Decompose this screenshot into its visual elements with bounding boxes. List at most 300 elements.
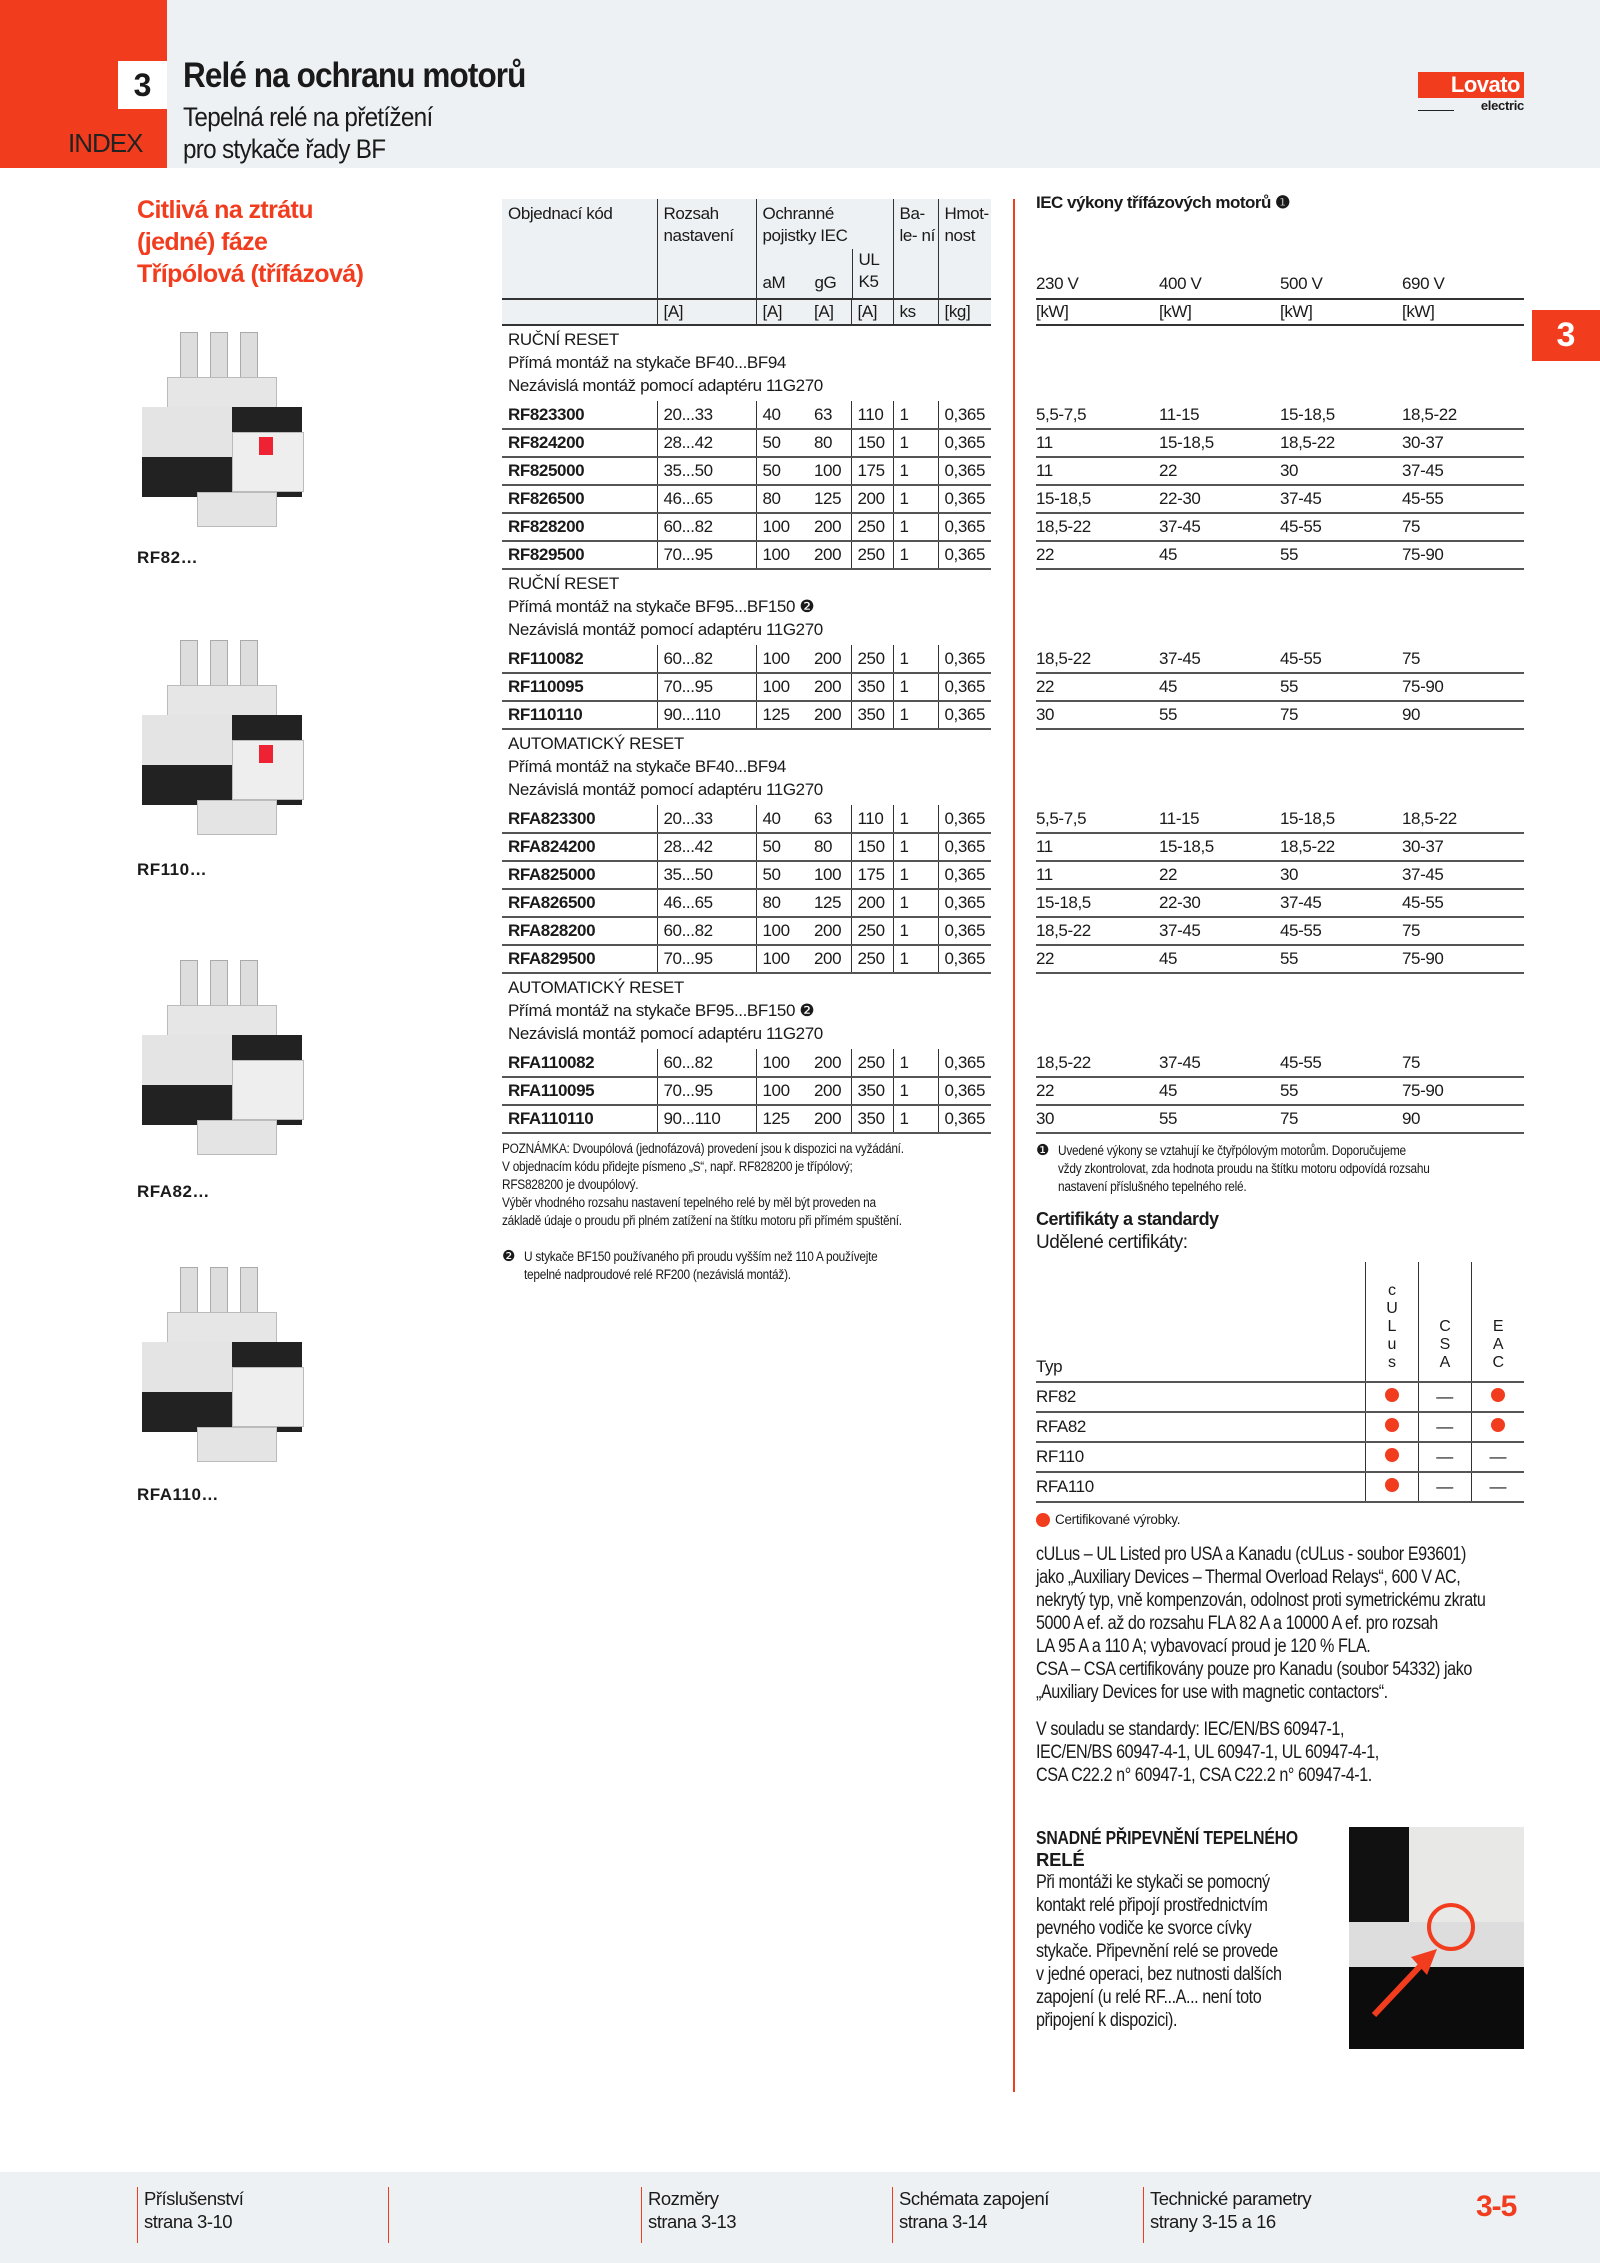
section-header [502,569,991,645]
order-code[interactable]: RFA110082 [502,1049,657,1077]
header-am: aM [762,273,786,292]
power-kw: 15-18,5 [1159,833,1280,861]
feature-heading [137,194,363,290]
product-image [137,960,322,1160]
unit-range: [A] [657,299,756,325]
cert-cell [1418,1412,1471,1442]
power-kw: 22-30 [1159,485,1280,513]
pack-qty: 1 [893,833,938,861]
power-kw: 30-37 [1402,833,1524,861]
power-kw: 22 [1159,457,1280,485]
fuse-ul: 175 [851,457,893,485]
header-fuses-label: Ochranné pojistky IEC [762,204,848,245]
footer-link-page: strana 3-14 [899,2211,988,2232]
footer-link-title: Rozměry [648,2188,719,2209]
setting-range: 28...42 [657,429,756,457]
fuse-ul: 200 [851,485,893,513]
table-row [502,673,991,701]
certified-dot-icon [1491,1418,1505,1432]
header-ul: UL K5 [852,249,894,298]
not-certified-dash: — [1489,1447,1507,1466]
order-code[interactable]: RF823300 [502,401,657,429]
unit-weight: [kg] [938,299,991,325]
pack-qty: 1 [893,541,938,569]
fuse-am: 100 [756,945,808,973]
certified-dot-icon [1036,1513,1050,1527]
section-line: Přímá montáž na stykače BF40...BF94 [508,757,786,776]
power-kw: 5,5-7,5 [1036,805,1159,833]
section-header [502,325,991,401]
header-range: Rozsah nastavení [657,199,756,299]
order-code[interactable]: RF825000 [502,457,657,485]
power-kw: 15-18,5 [1159,429,1280,457]
weight: 0,365 [938,429,991,457]
power-kw: 18,5-22 [1036,645,1159,673]
cert-cell [1365,1472,1418,1502]
fuse-gg: 125 [808,889,851,917]
cert-cell [1418,1472,1471,1502]
power-kw: 45-55 [1280,513,1402,541]
spacer [1036,569,1524,645]
text-line: stykače. Připevnění relé se provede [1036,1941,1278,1962]
fuse-am: 100 [756,645,808,673]
power-kw: 75 [1280,1105,1402,1133]
cert-cell [1471,1472,1524,1502]
pack-qty: 1 [893,861,938,889]
certs-subheading: Udělené certifikáty: [1036,1232,1188,1253]
power-kw: 45-55 [1280,1049,1402,1077]
weight: 0,365 [938,833,991,861]
certs-heading: Certifikáty a standardy [1036,1209,1219,1229]
section-line: Nezávislá montáž pomocí adaptéru 11G270 [508,1024,823,1043]
cert-table [1036,1262,1524,1503]
feature-heading-line: Citlivá na ztrátu [137,196,313,224]
fuse-gg: 100 [808,457,851,485]
weight: 0,365 [938,861,991,889]
weight: 0,365 [938,1077,991,1105]
footer-link-page: strana 3-13 [648,2211,737,2232]
logo-brand: Lovato [1418,72,1524,98]
pack-qty: 1 [893,945,938,973]
footer-link[interactable] [641,2187,736,2243]
footer-link-page: strany 3-15 a 16 [1150,2211,1276,2232]
cert-cell [1365,1412,1418,1442]
product-label: RF82… [137,548,199,567]
easy-heading-line: RELÉ [1036,1849,1085,1870]
certified-dot-icon [1385,1448,1399,1462]
power-kw: 18,5-22 [1280,429,1402,457]
fuse-am: 100 [756,673,808,701]
power-kw: 45-55 [1280,645,1402,673]
power-kw: 37-45 [1280,485,1402,513]
note-2 [502,1248,997,1284]
table-row [502,645,991,673]
power-kw: 11-15 [1159,401,1280,429]
spacer [1036,729,1524,805]
table-row [502,457,991,485]
pack-qty: 1 [893,1049,938,1077]
power-kw: 55 [1159,1105,1280,1133]
text-line: pevného vodiče ke svorce cívky [1036,1918,1252,1939]
order-code[interactable]: RFA110110 [502,1105,657,1133]
setting-range: 20...33 [657,401,756,429]
cert-row [1036,1382,1524,1412]
arrow-icon [1349,1827,1524,2049]
cert-type: RF110 [1036,1442,1365,1472]
unit-kw: [kW] [1036,299,1159,325]
certified-dot-icon [1385,1418,1399,1432]
order-code[interactable]: RFA825000 [502,861,657,889]
table-row [502,401,991,429]
unit-am: [A] [756,299,808,325]
product-label: RFA82… [137,1182,210,1201]
fuse-ul: 250 [851,917,893,945]
power-kw: 30 [1280,457,1402,485]
note-block [502,1140,997,1230]
power-kw: 55 [1280,673,1402,701]
fuse-am: 100 [756,513,808,541]
fuse-ul: 175 [851,861,893,889]
pack-qty: 1 [893,429,938,457]
text-line: V souladu se standardy: IEC/EN/BS 60947-1, [1036,1719,1345,1740]
section-title [502,325,991,401]
power-kw: 45 [1159,541,1280,569]
voltage-400: 400 V [1159,274,1202,293]
order-code[interactable]: RF110095 [502,673,657,701]
cert-type: RFA110 [1036,1472,1365,1502]
text-line: připojení k dispozici). [1036,2010,1178,2031]
power-row [1036,673,1524,701]
weight: 0,365 [938,457,991,485]
power-row [1036,1105,1524,1133]
column-divider [1013,199,1015,2092]
power-kw: 45-55 [1402,889,1524,917]
text-line: Při montáži ke stykači se pomocný [1036,1872,1270,1893]
setting-range: 28...42 [657,833,756,861]
unit-ul: [A] [851,299,893,325]
weight: 0,365 [938,673,991,701]
power-kw: 75 [1402,645,1524,673]
not-certified-dash: — [1436,1447,1453,1466]
weight: 0,365 [938,945,991,973]
power-kw: 18,5-22 [1402,401,1524,429]
setting-range: 70...95 [657,1077,756,1105]
power-kw: 45 [1159,673,1280,701]
cert-col-eac: EAC [1489,1318,1507,1372]
unit-pack: ks [893,299,938,325]
fuse-gg: 200 [808,1105,851,1133]
power-kw: 22 [1159,861,1280,889]
setting-range: 60...82 [657,1049,756,1077]
table-row [502,917,991,945]
fuse-am: 100 [756,1077,808,1105]
note-line: U stykače BF150 používaného při proudu vyšším než 110 A používejte [524,1249,878,1264]
table-row [502,861,991,889]
cert-cell [1365,1442,1418,1472]
power-row [1036,541,1524,569]
cert-cell [1418,1442,1471,1472]
cert-cell [1365,1382,1418,1412]
spacer [1036,973,1524,1049]
order-code[interactable]: RF824200 [502,429,657,457]
order-code[interactable]: RFA824200 [502,833,657,861]
fuse-ul: 350 [851,701,893,729]
power-kw: 75-90 [1402,1077,1524,1105]
cert-type-header: Typ [1036,1262,1365,1382]
cert-cell [1418,1382,1471,1412]
text-line: nekrytý typ, vně kompenzován, odolnost proti symetrickému zkratu [1036,1590,1486,1611]
setting-range: 90...110 [657,701,756,729]
fuse-gg: 80 [808,429,851,457]
setting-range: 35...50 [657,861,756,889]
fuse-ul: 350 [851,673,893,701]
section-line: Přímá montáž na stykače BF40...BF94 [508,353,786,372]
fuse-am: 125 [756,1105,808,1133]
note-line: Uvedené výkony se vztahují ke čtyřpólovým motorům. Doporučujeme [1058,1143,1406,1158]
fuse-am: 50 [756,429,808,457]
footer-link-title: Schémata zapojení [899,2188,1049,2209]
unit-code [502,299,657,325]
fuse-gg: 200 [808,1077,851,1105]
power-kw: 75 [1402,513,1524,541]
cert-row [1036,1442,1524,1472]
setting-range: 46...65 [657,889,756,917]
fuse-ul: 250 [851,1049,893,1077]
right-column-lower [1036,1142,1524,2049]
order-code[interactable]: RF110082 [502,645,657,673]
text-line: 5000 A ef. až do rozsahu FLA 82 A a 10000 A ef. pro rozsah [1036,1613,1438,1634]
weight: 0,365 [938,541,991,569]
power-kw: 37-45 [1159,1049,1280,1077]
order-code[interactable]: RFA823300 [502,805,657,833]
power-kw: 22 [1036,945,1159,973]
fuse-ul: 250 [851,945,893,973]
index-link[interactable]: INDEX [68,128,143,158]
power-kw: 22 [1036,1077,1159,1105]
order-code[interactable]: RF829500 [502,541,657,569]
page-subtitle-1: Tepelná relé na přetížení [183,102,433,132]
power-footnote [1036,1142,1524,1196]
power-kw: 37-45 [1402,457,1524,485]
power-kw: 11 [1036,833,1159,861]
text-line: cULus – UL Listed pro USA a Kanadu (cULus - soubor E93601) [1036,1544,1466,1565]
cert-col-header [1418,1262,1471,1382]
power-row [1036,513,1524,541]
power-kw: 45 [1159,945,1280,973]
power-kw: 90 [1402,701,1524,729]
fuse-am: 50 [756,457,808,485]
not-certified-dash: — [1436,1387,1453,1406]
footer-link[interactable] [1143,2187,1311,2243]
chapter-number: 3 [118,61,167,109]
not-certified-dash: — [1489,1477,1507,1496]
fuse-am: 50 [756,833,808,861]
order-code[interactable]: RF826500 [502,485,657,513]
power-kw: 75 [1402,917,1524,945]
table-row [502,945,991,973]
text-line: „Auxiliary Devices for use with magnetic contactors“. [1036,1682,1388,1703]
table-row [502,889,991,917]
footer-link[interactable] [137,2187,243,2243]
power-row [1036,917,1524,945]
weight: 0,365 [938,1105,991,1133]
fuse-ul: 350 [851,1077,893,1105]
table-row [502,1105,991,1133]
order-code[interactable]: RFA110095 [502,1077,657,1105]
unit-kw: [kW] [1159,299,1280,325]
fuse-ul: 110 [851,805,893,833]
fuse-gg: 200 [808,673,851,701]
text-line: zapojení (u relé RF...A... není toto [1036,1987,1262,2008]
setting-range: 60...82 [657,645,756,673]
power-kw: 22 [1036,541,1159,569]
power-row [1036,889,1524,917]
page-title: Relé na ochranu motorů [183,56,526,95]
table-row [502,1049,991,1077]
power-kw: 30 [1036,1105,1159,1133]
cert-legend [1036,1511,1524,1529]
cert-cell [1471,1442,1524,1472]
pack-qty: 1 [893,889,938,917]
pack-qty: 1 [893,1105,938,1133]
easy-heading [1036,1827,1336,1871]
text-line: jako „Auxiliary Devices – Thermal Overload Relays“, 600 V AC, [1036,1567,1461,1588]
fuse-am: 40 [756,401,808,429]
note-line: tepelné nadproudové relé RF200 (nezávislá montáž). [524,1267,791,1282]
fuse-am: 100 [756,1049,808,1077]
fuse-gg: 63 [808,805,851,833]
setting-range: 60...82 [657,513,756,541]
power-row [1036,945,1524,973]
table-row [502,429,991,457]
footer-link[interactable] [892,2187,1049,2243]
power-kw: 55 [1280,1077,1402,1105]
power-row [1036,429,1524,457]
fuse-gg: 200 [808,701,851,729]
footer-link-title: Technické parametry [1150,2188,1312,2209]
power-kw: 22 [1036,673,1159,701]
power-kw: 30 [1280,861,1402,889]
order-code[interactable]: RFA829500 [502,945,657,973]
section-line: Přímá montáž na stykače BF95...BF150 ❷ [508,1001,815,1020]
table-row [502,833,991,861]
order-code[interactable]: RF828200 [502,513,657,541]
section-line: Nezávislá montáž pomocí adaptéru 11G270 [508,780,823,799]
note-2-mark: ❷ [502,1248,516,1265]
power-kw: 15-18,5 [1280,805,1402,833]
weight: 0,365 [938,805,991,833]
cert-row [1036,1472,1524,1502]
voltage-500: 500 V [1280,274,1323,293]
cert-type: RF82 [1036,1382,1365,1412]
pack-qty: 1 [893,1077,938,1105]
page-number: 3-5 [1476,2190,1517,2223]
fuse-ul: 350 [851,1105,893,1133]
power-kw: 45-55 [1402,485,1524,513]
power-kw: 37-45 [1159,513,1280,541]
product-label: RFA110… [137,1485,219,1504]
weight: 0,365 [938,485,991,513]
power-row [1036,805,1524,833]
weight: 0,365 [938,917,991,945]
notes-area [502,1140,997,1284]
cert-row [1036,1412,1524,1442]
power-kw: 75-90 [1402,673,1524,701]
table-row [502,485,991,513]
power-kw: 75 [1402,1049,1524,1077]
footer-link [388,2187,395,2243]
cert-cell [1471,1382,1524,1412]
feature-heading-line: Třípólová (třífázová) [137,260,364,288]
section-header [502,729,991,805]
fuse-ul: 110 [851,401,893,429]
pack-qty: 1 [893,401,938,429]
power-kw: 15-18,5 [1036,485,1159,513]
section-spacer [1036,325,1524,401]
cert-col-culus: cULus [1383,1282,1401,1372]
fuse-gg: 200 [808,541,851,569]
fuse-ul: 250 [851,645,893,673]
power-row [1036,701,1524,729]
table-row [502,513,991,541]
power-kw: 55 [1159,701,1280,729]
setting-range: 90...110 [657,1105,756,1133]
power-row [1036,401,1524,429]
product-image [137,640,322,840]
power-kw: 18,5-22 [1402,805,1524,833]
fuse-gg: 200 [808,1049,851,1077]
note-line: základě údaje o proudu při plném zatížení na štítku motoru při přímém spuštění. [502,1213,902,1228]
order-code[interactable]: RFA828200 [502,917,657,945]
setting-range: 60...82 [657,917,756,945]
power-kw: 30-37 [1402,429,1524,457]
note-line: Výběr vhodného rozsahu nastavení tepelného relé by měl být proveden na [502,1195,876,1210]
footer-link-page: strana 3-10 [144,2211,233,2232]
order-code[interactable]: RF110110 [502,701,657,729]
relay-mounting-photo [1349,1827,1524,2049]
order-code[interactable]: RFA826500 [502,889,657,917]
header-pack: Ba- le- ní [893,199,938,299]
power-kw: 75-90 [1402,541,1524,569]
cert-col-header [1471,1262,1524,1382]
pack-qty: 1 [893,485,938,513]
setting-range: 46...65 [657,485,756,513]
product-label: RF110… [137,860,208,879]
pack-qty: 1 [893,645,938,673]
fuse-am: 100 [756,541,808,569]
section-line: RUČNÍ RESET [508,330,619,349]
cert-legend-label: Certifikované výrobky. [1055,1512,1181,1527]
section-line: Nezávislá montáž pomocí adaptéru 11G270 [508,620,823,639]
power-kw: 55 [1280,541,1402,569]
section-title [502,973,991,1049]
header-weight: Hmot- nost [938,199,991,299]
power-kw: 18,5-22 [1036,513,1159,541]
standards-paragraph [1036,1718,1524,1787]
power-kw: 45 [1159,1077,1280,1105]
chapter-side-tab[interactable]: 3 [1532,310,1600,361]
fuse-gg: 200 [808,917,851,945]
easy-section [1036,1827,1524,2049]
note-line: vždy zkontrolovat, zda hodnota proudu na štítku motoru odpovídá rozsahu [1058,1161,1430,1176]
product-image [137,332,322,532]
section-title [502,569,991,645]
fuse-am: 50 [756,861,808,889]
section-line: Přímá montáž na stykače BF95...BF150 ❷ [508,597,815,616]
power-kw: 15-18,5 [1280,401,1402,429]
fuse-ul: 150 [851,429,893,457]
power-kw: 75-90 [1402,945,1524,973]
